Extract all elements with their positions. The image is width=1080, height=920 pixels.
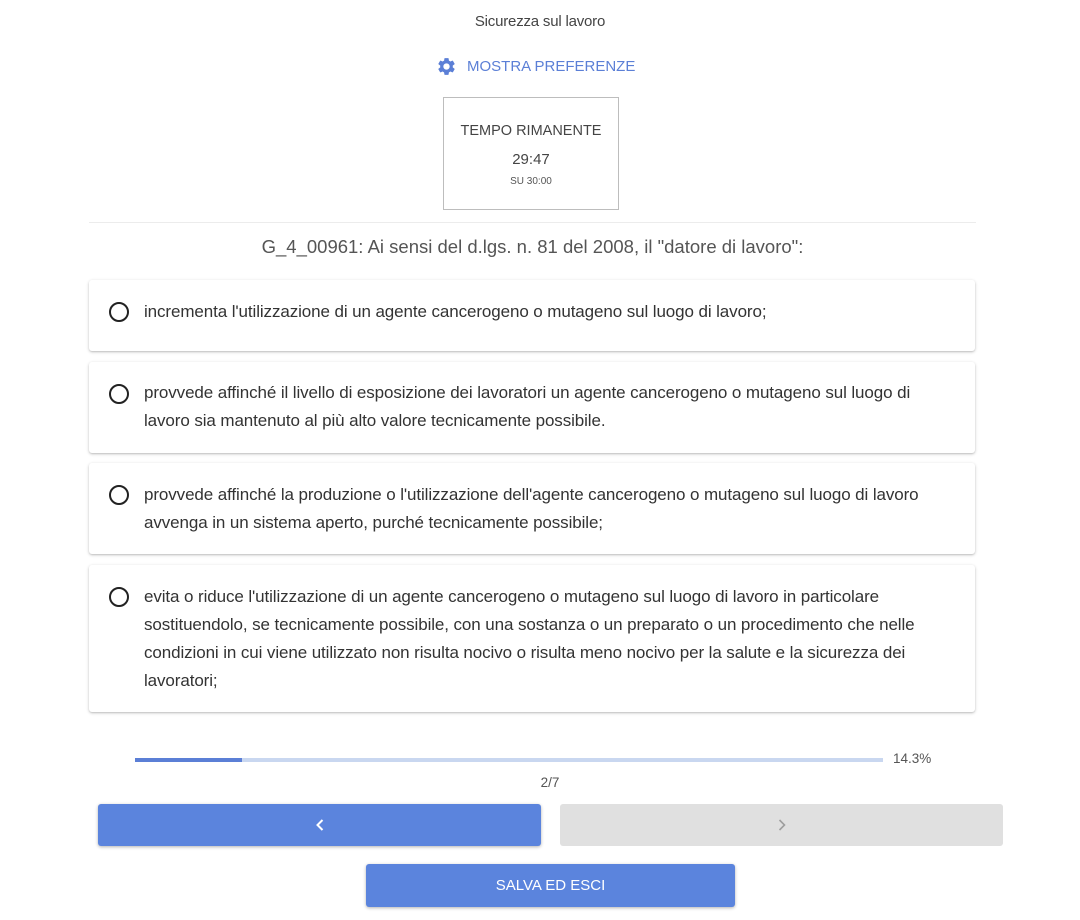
answer-option-3[interactable] [89,463,975,554]
radio-button[interactable] [109,587,129,607]
timer-total: SU 30:00 [510,176,552,187]
previous-button[interactable] [98,804,541,846]
answer-option-text: evita o riduce l'utilizzazione di un agente cancerogeno o mutageno sul luogo di lavoro in particolare sostituendolo, se tecnicamente possibile, con una sostanza o un preparato o un procedimento che nelle condizioni in cui viene utilizzato non risulta nocivo o risulta meno nocivo per la salute e la sicurezza dei lavoratori; [144,587,915,690]
progress-percent: 14.3% [893,751,932,766]
answer-option-text: incrementa l'utilizzazione di un agente cancerogeno o mutageno sul luogo di lavoro; [144,302,767,321]
divider [89,222,976,223]
chevron-left-icon [314,818,326,832]
timer-remaining: 29:47 [512,151,550,168]
gear-icon [436,56,457,77]
timer-box [443,97,619,210]
question-text: G_4_00961: Ai sensi del d.lgs. n. 81 del 2008, il "datore di lavoro": [261,236,804,257]
progress-bar [135,758,883,762]
next-button[interactable] [560,804,1003,846]
radio-button[interactable] [109,384,129,404]
show-preferences-label: MOSTRA PREFERENZE [467,57,636,75]
answer-option-1[interactable] [89,280,975,351]
save-and-exit-button[interactable]: SALVA ED ESCI [366,864,735,907]
page-counter: 2/7 [540,775,560,790]
answer-option-text: provvede affinché il livello di esposizione dei lavoratori un agente cancerogeno o mutageno sul luogo di lavoro sia mantenuto al più alto valore tecnicamente possibile. [144,383,911,430]
course-title: Sicurezza sul lavoro [474,13,606,30]
answer-option-2[interactable] [89,362,975,453]
show-preferences-link[interactable] [436,55,635,77]
answer-option-4[interactable] [89,565,975,712]
answer-option-text: provvede affinché la produzione o l'utilizzazione dell'agente cancerogeno o mutageno sul luogo di lavoro avvenga in un sistema aperto, purché tecnicamente possibile; [144,485,919,532]
radio-button[interactable] [109,485,129,505]
chevron-right-icon [776,818,788,832]
radio-button[interactable] [109,302,129,322]
progress-fill [135,758,242,762]
timer-label: TEMPO RIMANENTE [460,123,602,139]
